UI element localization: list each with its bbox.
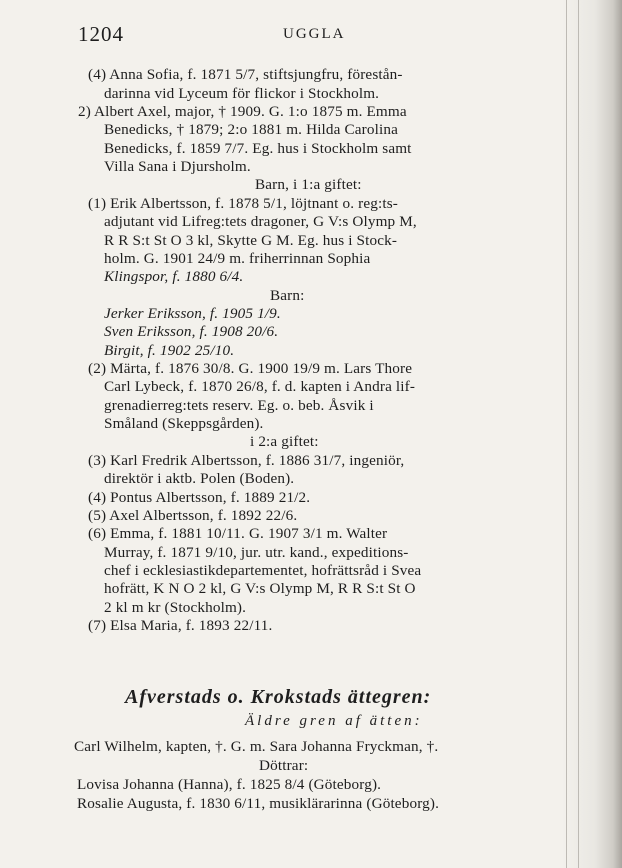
entry-line: holm. G. 1901 24/9 m. friherrinnan Sophia	[104, 250, 371, 267]
section-title: Afverstads o. Krokstads ättegren:	[125, 686, 432, 708]
entry-line: Murray, f. 1871 9/10, jur. utr. kand., expeditions-	[104, 544, 409, 561]
entry-line: R R S:t St O 3 kl, Skytte G M. Eg. hus i Stock-	[104, 232, 398, 249]
entry-line: Jerker Eriksson, f. 1905 1/9.	[104, 305, 281, 322]
entry-line: Birgit, f. 1902 25/10.	[104, 342, 235, 359]
section-subtitle: Äldre gren af ätten:	[245, 713, 423, 729]
entry-line: Benedicks, † 1879; 2:o 1881 m. Hilda Carolina	[104, 121, 399, 138]
entry-line: darinna vid Lyceum för flickor i Stockholm.	[104, 85, 380, 102]
entry-line: (2) Märta, f. 1876 30/8. G. 1900 19/9 m. Lars Thore	[88, 360, 413, 377]
entry-line: Carl Wilhelm, kapten, †. G. m. Sara Johanna Fryckman, †.	[74, 738, 439, 755]
entry-line: adjutant vid Lifreg:tets dragoner, G V:s Olymp M,	[104, 213, 417, 230]
entry-heading: Barn, i 1:a giftet:	[255, 176, 362, 193]
entry-line: Benedicks, f. 1859 7/7. Eg. hus i Stockholm samt	[104, 140, 412, 157]
entry-line: direktör i aktb. Polen (Boden).	[104, 470, 295, 487]
entry-line: (5) Axel Albertsson, f. 1892 22/6.	[88, 507, 298, 524]
running-head: UGGLA	[283, 26, 346, 42]
entry-line: (7) Elsa Maria, f. 1893 22/11.	[88, 617, 273, 634]
entry-line: Carl Lybeck, f. 1870 26/8, f. d. kapten i Andra lif-	[104, 378, 416, 395]
entry-line: chef i ecklesiastikdepartementet, hofrättsråd i Svea	[104, 562, 422, 579]
entry-line: (4) Pontus Albertsson, f. 1889 21/2.	[88, 489, 311, 506]
entry-line: (1) Erik Albertsson, f. 1878 5/1, löjtnant o. reg:ts-	[88, 195, 398, 212]
entry-line: Klingspor, f. 1880 6/4.	[104, 268, 244, 285]
entry-line: (6) Emma, f. 1881 10/11. G. 1907 3/1 m. Walter	[88, 525, 388, 542]
entry-line: hofrätt, K N O 2 kl, G V:s Olymp M, R R S:t St O	[104, 580, 416, 597]
page-edge-shadow	[562, 0, 622, 868]
page-edge-line	[578, 0, 579, 868]
entry-line: Rosalie Augusta, f. 1830 6/11, musiklärarinna (Göteborg).	[77, 795, 440, 812]
entry-line: Sven Eriksson, f. 1908 20/6.	[104, 323, 279, 340]
entry-line: 2 kl m kr (Stockholm).	[104, 599, 247, 616]
entry-heading: i 2:a giftet:	[250, 433, 319, 450]
page-header	[0, 22, 622, 52]
entry-line: 2) Albert Axel, major, † 1909. G. 1:o 1875 m. Emma	[78, 103, 407, 120]
entry-line: Lovisa Johanna (Hanna), f. 1825 8/4 (Göteborg).	[77, 776, 382, 793]
page-number: 1204	[78, 22, 124, 46]
entry-heading: Döttrar:	[259, 757, 309, 774]
entry-line: Småland (Skeppsgården).	[104, 415, 264, 432]
entry-line: (4) Anna Sofia, f. 1871 5/7, stiftsjungfru, förestån-	[88, 66, 403, 83]
page-edge-line	[566, 0, 567, 868]
entry-heading: Barn:	[270, 287, 305, 304]
entry-line: grenadierreg:tets reserv. Eg. o. beb. Åsvik i	[104, 397, 374, 414]
entry-line: (3) Karl Fredrik Albertsson, f. 1886 31/7, ingeniör,	[88, 452, 405, 469]
entry-line: Villa Sana i Djursholm.	[104, 158, 251, 175]
